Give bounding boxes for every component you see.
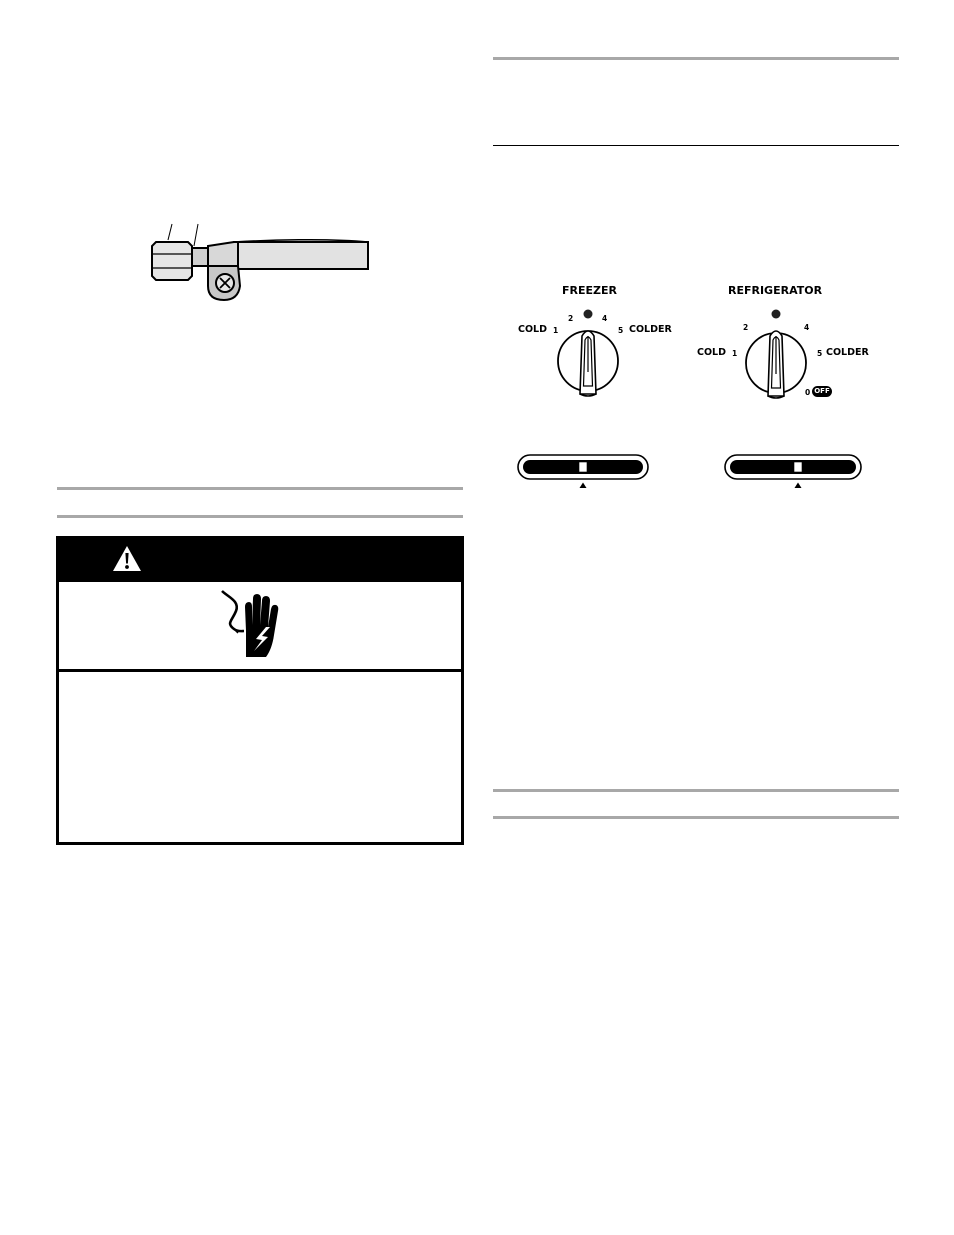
refrigerator-slider[interactable] <box>724 454 862 490</box>
freezer-number-4: 4 <box>602 314 608 323</box>
section-rule-top <box>57 487 463 490</box>
indicator-arrow-icon <box>795 483 802 489</box>
freezer-number-5: 5 <box>618 326 624 335</box>
freezer-number-2: 2 <box>568 314 574 323</box>
off-badge: OFF <box>812 386 832 397</box>
refrigerator-number-0: 0 <box>805 388 811 397</box>
warning-divider-top <box>59 579 461 582</box>
indicator-arrow-icon <box>580 483 587 489</box>
right-rule-top <box>493 57 899 60</box>
warning-box <box>56 536 464 845</box>
warning-header <box>59 539 461 579</box>
warning-divider-bottom <box>59 669 461 672</box>
right-rule-lower-2 <box>493 816 899 819</box>
right-rule-lower-1 <box>493 789 899 792</box>
right-rule-thin <box>493 145 899 146</box>
freezer-colder-label: COLDER <box>629 324 672 335</box>
refrigerator-cold-label: COLD <box>697 347 726 358</box>
section-rule-bottom <box>57 515 463 518</box>
refrigerator-knob[interactable] <box>740 306 812 400</box>
refrigerator-number-1: 1 <box>732 349 738 358</box>
freezer-number-1: 1 <box>553 326 559 335</box>
electrical-shock-hazard-icon <box>216 587 286 663</box>
water-line-compression-nut-icon <box>148 220 370 302</box>
refrigerator-number-5: 5 <box>817 349 823 358</box>
refrigerator-number-2: 2 <box>743 323 749 332</box>
warning-triangle-icon <box>112 545 142 573</box>
refrigerator-number-4: 4 <box>804 323 810 332</box>
freezer-dial-title: FREEZER <box>562 284 617 297</box>
freezer-knob[interactable] <box>552 306 624 400</box>
refrigerator-colder-label: COLDER <box>826 347 869 358</box>
refrigerator-dial-title: REFRIGERATOR <box>728 284 823 297</box>
freezer-cold-label: COLD <box>518 324 547 335</box>
freezer-slider[interactable] <box>517 454 649 490</box>
